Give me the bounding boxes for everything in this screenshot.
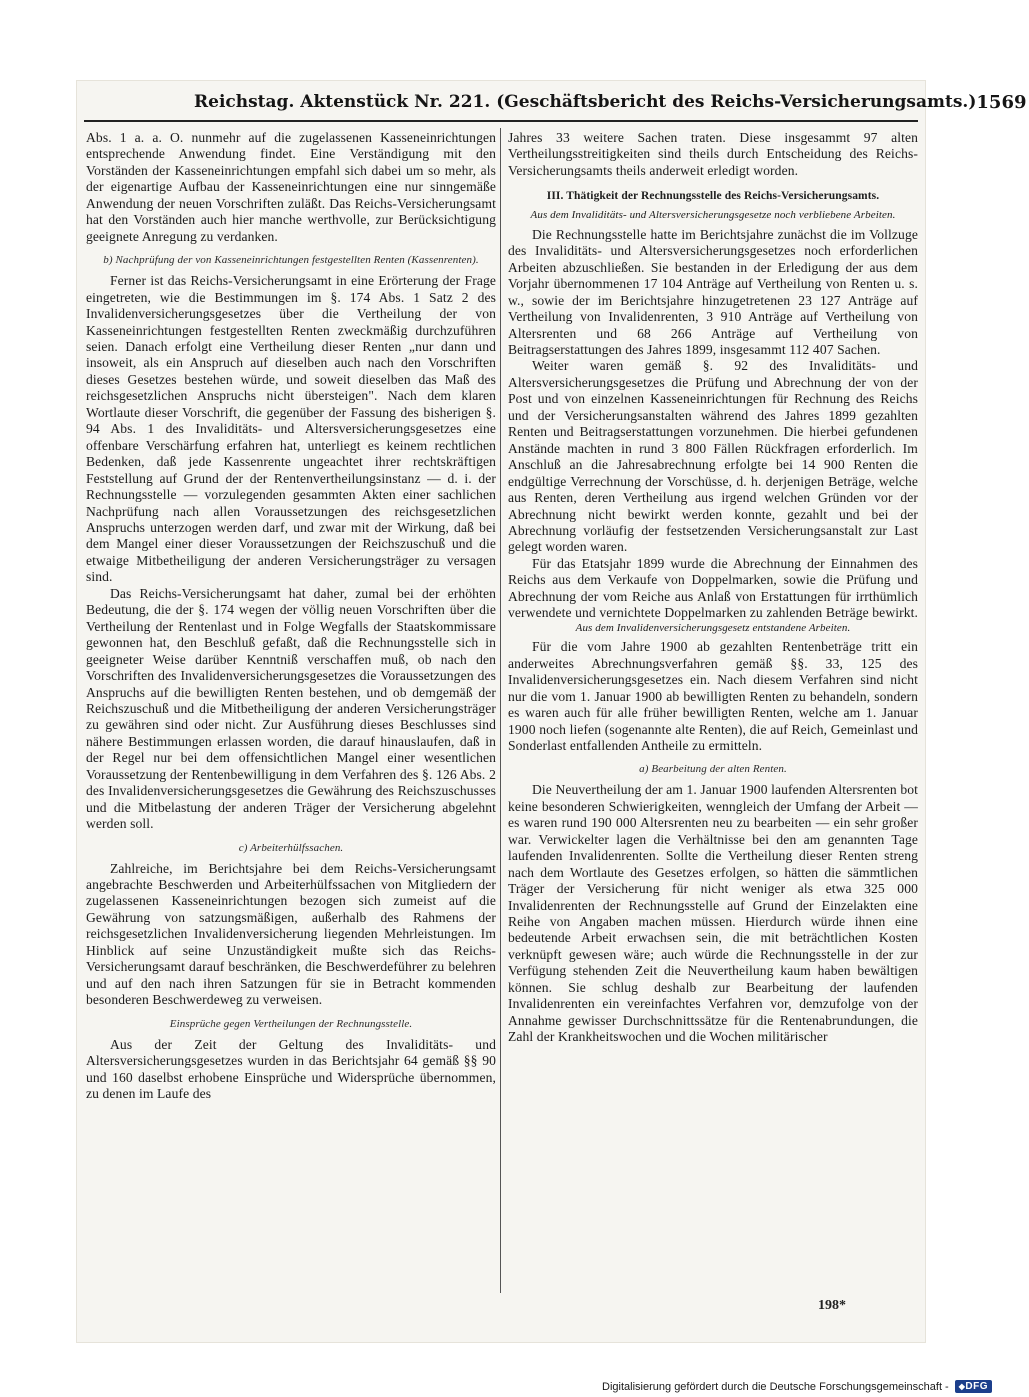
paragraph: Aus der Zeit der Geltung des Invaliditäts- und Altersversicherungsgesetzes wurden in das Berichtsjahr 64 gemäß §§ 90 und 160 daselbst erhobene Einsprüche und Widersprüche übernommen, zu denen im Laufe des	[86, 1036, 496, 1102]
paragraph: Ferner ist das Reichs-Versicherungsamt in eine Erörterung der Frage eingetreten, wie die Bestimmungen im §. 174 Abs. 1 Satz 2 des Invalidenversicherungsgesetzes über die Vertheilung der von Kasseneinrichtungen festgestellten Renten zweckmäßig durchzuführen seien. Danach erfolgt eine Vertheilung dieser Renten „nur dann und insoweit, als ein Anspruch auf dieselben auch nach den Vorschriften dieses Gesetzes bestehen würde, und soweit dieselben das Maß des reichsgesetzlichen Anspruchs nicht übersteigen". Nach dem klaren Wortlaute dieser Vorschrift, die gegenüber der Fassung des bisherigen §. 94 Abs. 1 des Invaliditäts- und Altersversicherungsgesetzes eine offenbare Verschärfung erfahren hat, unterliegt es keinem rechtlichen Bedenken, daß jede Kassenrente ungeachtet ihrer rechtskräftigen Feststellung auf Grund der der Rentenvertheilungsinstanz — d. i. der Rechnungsstelle — vorzulegenden gesammten Akten einer sachlichen Nachprüfung nach allen Voraussetzungen des reichsgesetzlichen Anspruchs unterzogen werden darf, und zwar mit der Wirkung, daß bei dem Mangel einer dieser Voraussetzungen der Reichszuschuß und die etwaige Mitbetheiligung der anderen Versicherungsträger zu versagen sind.	[86, 273, 496, 585]
paragraph: Zahlreiche, im Berichtsjahre bei dem Reichs-Versicherungsamt angebrachte Beschwerden und Arbeiterhülfssachen von Mitgliedern der zugelassenen Kasseneinrichtungen bezogen sich zumeist auf die Gewährung von satzungsmäßigen, außerhalb des Rahmens der reichsgesetzlichen Invalidenversicherung liegenden Mehrleistungen. Im Hinblick auf seine Unzuständigkeit mußte sich das Reichs-Versicherungsamt darauf beschränken, die Beschwerdeführer zu belehren und auf den nach ihren Satzungen für sie in Betracht kommenden besonderen Beschwerdeweg zu verweisen.	[86, 860, 496, 1008]
page-number: 1569	[976, 91, 1027, 113]
footer-text: Digitalisierung gefördert durch die Deutsche Forschungsgemeinschaft -	[602, 1380, 949, 1393]
paragraph: Für das Etatsjahr 1899 wurde die Abrechnung der Einnahmen des Reichs aus dem Verkaufe von Doppelmarken, sowie die Prüfung und Abrechnung der vom Reiche aus Anlaß von Erstattungen für irrthümlich verwendete und vernichtete Doppelmarken zu zahlenden Beträge bewirkt.	[508, 555, 919, 621]
signature-mark: 198*	[818, 1298, 846, 1313]
footer	[602, 1380, 992, 1393]
left-column	[86, 130, 496, 1102]
dfg-logo: ◆ DFG	[955, 1380, 992, 1393]
paragraph: Jahres 33 weitere Sachen traten. Diese insgesammt 97 alten Vertheilungsstreitigkeiten sind theils durch Entscheidung des Reichs-Versicherungsamts theils anderweit erledigt worden.	[508, 130, 918, 178]
column-separator	[500, 128, 501, 1293]
paragraph: Das Reichs-Versicherungsamt hat daher, zumal bei der erhöhten Bedeutung, die der §. 174 wegen der völlig neuen Vorschriften über die Vertheilung der Rentenlast und in Folge Wegfalls der Staatskommissare gewonnen hat, den Beschluß gefaßt, daß die Rechnungsstelle sich in geeigneter Weise darüber Kenntniß verschaffen muß, ob nach den Vorschriften des Invalidenversicherungsgesetzes die Voraussetzungen des Anspruchs auf die bewilligten Renten bestehen, und ob demgemäß der Reichszuschuß und die Mitbetheiligung der anderen Versicherungsträger zu gewähren sind oder nicht. Zur Ausführung dieses Beschlusses sind nähere Bestimmungen erlassen worden, die darauf hinauslaufen, daß in der Regel nur bei dem offensichtlichen Mangel einer wesentlichen Voraussetzung der Rentenbewilligung in dem Verfahren des §. 126 Abs. 2 des Invalidenversicherungsgesetzes die Gewährung des Reichszuschusses und die Mitbelastung der anderen Träger der Versicherung abgelehnt werden soll.	[86, 585, 496, 832]
paragraph: Abs. 1 a. a. O. nunmehr auf die zugelassenen Kasseneinrichtungen entsprechende Anwendung findet. Eine Verständigung mit den Vorständen der Kasseneinrichtungen empfahl sich dabei um so mehr, als der eigenartige Aufbau der Kasseneinrichtungen eine nur sinngemäße Anwendung der neuen Vorschriften zuläßt. Das Reichs-Versicherungsamt hat den Vorständen auch hier manche werthvolle, zur Berücksichtigung geeignete Anregung zu verdanken.	[86, 130, 496, 244]
right-column	[508, 130, 918, 1046]
running-head: Reichstag. Aktenstück Nr. 221. (Geschäftsbericht des Reichs-Versicherungsamts.)	[194, 92, 977, 112]
section-heading: Aus dem Invalidenversicherungsgesetz entstandene Arbeiten.	[575, 621, 851, 634]
section-heading: b) Nachprüfung der von Kasseneinrichtungen festgestellten Renten (Kassenrenten).	[103, 254, 479, 267]
section-heading: Aus dem Invaliditäts- und Altersversicherungsgesetze noch verbliebene Arbeiten.	[530, 209, 896, 222]
section-heading: a) Bearbeitung der alten Renten.	[639, 763, 787, 776]
page-header	[84, 84, 1027, 120]
paragraph: Die Rechnungsstelle hatte im Berichtsjahre zunächst die im Vollzuge des Invaliditäts- und Altersversicherungsgesetzes noch erforderlichen Arbeiten abzuschließen. Sie bestanden in der Erledigung der aus dem Vorjahr übernommenen 17 104 Anträge auf Vertheilung von Renten u. s. w., sowie der im Berichtsjahre hinzugetretenen 23 127 Anträge auf Vertheilung von Invalidenrenten, 3 910 Anträge auf Vertheilung von Altersrenten und 68 266 Anträge auf Vertheilung von Beitragserstattungen des Jahres 1899, insgesammt 112 407 Sachen.	[508, 226, 918, 358]
paragraph: Weiter waren gemäß §. 92 des Invaliditäts- und Altersversicherungsgesetzes die Prüfung und Abrechnung der von der Post und von einzelnen Kasseneinrichtungen für Rechnung des Reichs und der Versicherungsanstalten während des Jahres 1899 gezahlten Renten und Beitragserstattungen vorzunehmen. Die hierbei gefundenen Anstände machten in rund 3 800 Fällen Rückfragen erforderlich. Im Anschluß an die Jahresabrechnung erfolgte bei 14 900 Renten die endgültige Verrechnung der Vorschüsse, d. h. derjenigen Beträge, welche aus Renten, deren Vertheilung aus irgend welchen Gründen vor der Abrechnung nicht bewirkt werden konnte, gezahlt und bei der Abrechnung vorläufig der festsetzenden Versicherungsanstalt zur Last gelegt worden waren.	[508, 358, 918, 555]
paragraph: Die Neuvertheilung der am 1. Januar 1900 laufenden Altersrenten bot keine besonderen Schwierigkeiten, wenngleich der Umfang der Arbeit — es waren rund 190 000 Altersrenten neu zu bearbeiten — ein sehr großer war. Verwickelter lagen die Verhältnisse bei den am genannten Tage laufenden Invalidenrenten. Sollte die Vertheilung dieser Renten streng nach dem Wortlaute des Gesetzes erfolgen, so hätten die sämmtlichen Träger der Versicherung für nicht weniger als etwa 325 000 Invalidenrenten der Rechnungsstelle auf Grund der Einzelakten eine Reihe von Angaben machen müssen. Hierdurch würde ihnen eine bedeutende Arbeit erwachsen sein, die mit beträchtlichen Kosten verknüpft gewesen wäre; auch würde die Rechnungsstelle in der zur Verfügung stehenden Zeit die Neuvertheilung kaum haben bewältigen können. Sie schlug deshalb zur Bearbeitung der laufenden Invalidenrenten ein vereinfachtes Verfahren vor, demzufolge von der Annahme gewisser Durchschnittssätze für die Rentenabrundungen, die Zahl der Krankheitswochen und die Wochen militärischer	[508, 782, 918, 1045]
section-heading: c) Arbeiterhülfssachen.	[238, 841, 344, 854]
paragraph: Für die vom Jahre 1900 ab gezahlten Rentenbeträge tritt ein anderweites Abrechnungsverfahren gemäß §§. 33, 125 des Invalidenversicherungsgesetzes ein. Nach diesem Verfahren sind nicht nur die vom 1. Januar 1900 ab bewilligten Renten zu behandeln, sondern es waren auch für alle früher bewilligten Renten, welche am 1. Januar 1900 noch liefen (sogenannte alte Renten), die auf Reich, Gemeinlast und Sonderlast entfallenden Antheile zu ermitteln.	[508, 639, 918, 753]
section-heading: Einsprüche gegen Vertheilungen der Rechnungsstelle.	[169, 1017, 413, 1030]
header-rule	[84, 120, 918, 122]
section-heading: III. Thätigkeit der Rechnungsstelle des Reichs-Versicherungsamts.	[546, 190, 880, 203]
